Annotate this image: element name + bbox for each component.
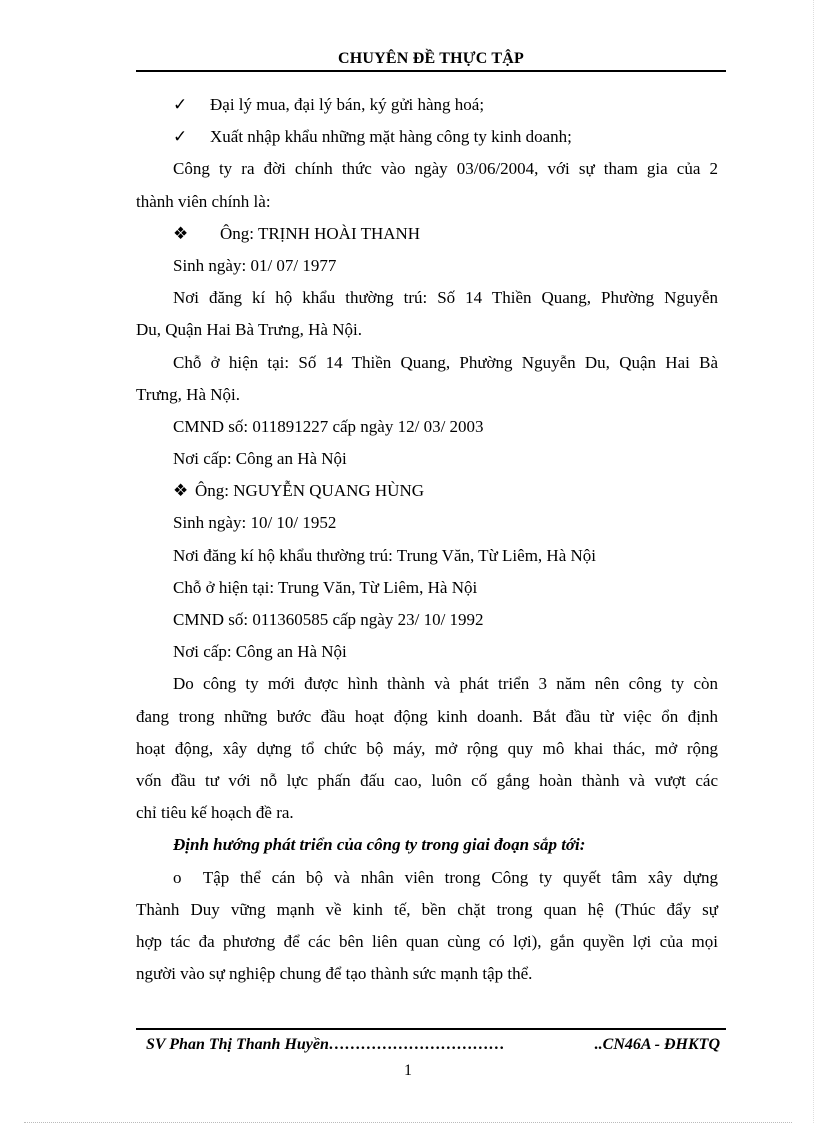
page-number: 1 bbox=[404, 1062, 412, 1079]
check-item bbox=[136, 89, 718, 121]
member2-id: CMND số: 011360585 cấp ngày 23/ 10/ 1992 bbox=[173, 610, 484, 629]
footer-rule bbox=[136, 1028, 726, 1030]
member1-current-l2: Trưng, Hà Nội. bbox=[136, 384, 240, 404]
orientation-heading: Định hướng phát triển của công ty trong giai đoạn sắp tới: bbox=[173, 835, 586, 855]
para1-line: Do công ty mới được hình thành và phát triển 3 năm nên công ty còn bbox=[173, 674, 718, 694]
para2-line: hợp tác đa phương để các bên liên quan cùng có lợi), gắn quyền lợi của mọi bbox=[136, 931, 718, 951]
para1-line: chỉ tiêu kế hoạch đề ra. bbox=[136, 803, 294, 823]
member2-dob: Sinh ngày: 10/ 10/ 1952 bbox=[173, 513, 337, 533]
para1-line: vốn đầu tư với nỗ lực phấn đấu cao, luôn cố gắng hoàn thành và vượt các bbox=[136, 770, 718, 790]
member1-name: Ông: TRỊNH HOÀI THANH bbox=[220, 223, 421, 243]
para2-line-1 bbox=[136, 862, 718, 894]
member1-issued: Nơi cấp: Công an Hà Nội bbox=[173, 449, 347, 469]
member1-name-line bbox=[136, 218, 718, 250]
page-header-title: CHUYÊN ĐỀ THỰC TẬP bbox=[338, 50, 524, 67]
para1-line: hoạt động, xây dựng tổ chức bộ máy, mở rộng quy mô khai thác, mở rộng bbox=[136, 738, 718, 758]
page-footer bbox=[146, 1036, 720, 1054]
check-item-text: Đại lý mua, đại lý bán, ký gửi hàng hoá; bbox=[210, 95, 485, 114]
member2-issued: Nơi cấp: Công an Hà Nội bbox=[173, 642, 347, 662]
check-icon: ✓ bbox=[173, 95, 188, 114]
footer-class: ..CN46A - ĐHKTQ bbox=[594, 1036, 720, 1053]
member2-residence: Nơi đăng kí hộ khẩu thường trú: Trung Văn, Từ Liêm, Hà Nội bbox=[173, 545, 596, 565]
member1-dob: Sinh ngày: 01/ 07/ 1977 bbox=[173, 255, 337, 275]
header-rule bbox=[136, 70, 726, 72]
member2-name-line bbox=[136, 475, 718, 507]
para2-line: Thành Duy vững mạnh về kinh tế, bền chặt trong quan hệ (Thúc đẩy sự bbox=[136, 899, 718, 919]
check-item bbox=[136, 121, 718, 153]
document-body bbox=[136, 89, 718, 990]
intro-line-1: Công ty ra đời chính thức vào ngày 03/06/2004, với sự tham gia của 2 bbox=[173, 159, 718, 179]
diamond-bullet-icon: ❖ bbox=[173, 481, 189, 501]
member1-current-l1: Chỗ ở hiện tại: Số 14 Thiền Quang, Phường Nguyễn Du, Quận Hai Bà bbox=[173, 352, 718, 372]
check-icon: ✓ bbox=[173, 127, 188, 147]
para2-line-1-text: Tập thể cán bộ và nhân viên trong Công ty quyết tâm xây dựng bbox=[202, 867, 718, 887]
member1-id: CMND số: 011891227 cấp ngày 12/ 03/ 2003 bbox=[173, 416, 484, 436]
intro-line-2: thành viên chính là: bbox=[136, 191, 271, 211]
check-item-text: Xuất nhập khẩu những mặt hàng công ty kinh doanh; bbox=[210, 127, 572, 147]
para1-line: đang trong những bước đầu hoạt động kinh doanh. Bắt đầu từ việc ổn định bbox=[136, 706, 718, 726]
diamond-bullet-icon: ❖ bbox=[173, 223, 189, 243]
member1-residence-l2: Du, Quận Hai Bà Trưng, Hà Nội. bbox=[136, 320, 362, 340]
circle-bullet-icon: o bbox=[173, 867, 182, 887]
para2-line: người vào sự nghiệp chung để tạo thành sức mạnh tập thể. bbox=[136, 964, 533, 984]
member1-residence-l1: Nơi đăng kí hộ khẩu thường trú: Số 14 Thiền Quang, Phường Nguyễn bbox=[173, 288, 718, 308]
page-boundary-dotted-vertical bbox=[813, 0, 814, 1123]
footer-author: SV Phan Thị Thanh Huyền…………………………… bbox=[146, 1036, 505, 1053]
member2-name: Ông: NGUYỄN QUANG HÙNG bbox=[195, 481, 425, 501]
member2-current: Chỗ ở hiện tại: Trung Văn, Từ Liêm, Hà Nội bbox=[173, 577, 478, 597]
